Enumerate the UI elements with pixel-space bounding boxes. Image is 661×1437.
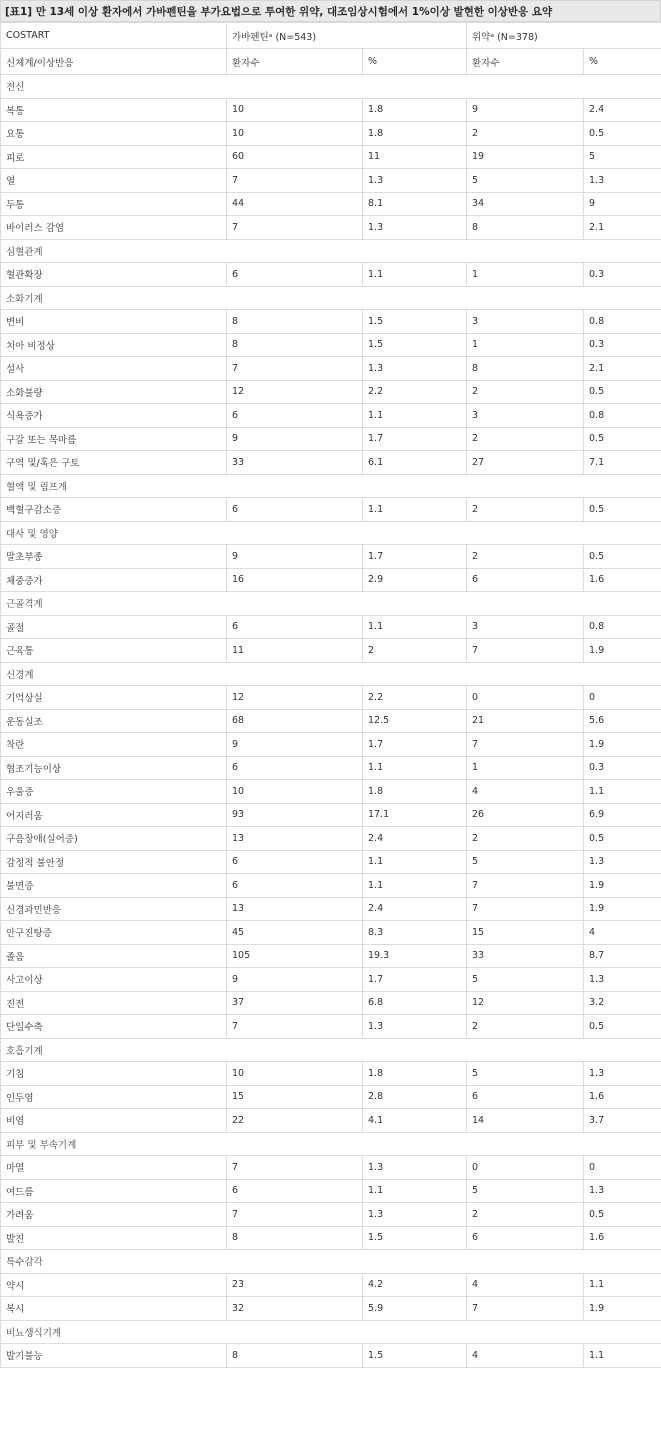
category-row <box>1 286 661 310</box>
placebo-percent: 0 <box>584 1156 661 1180</box>
placebo-count: 2 <box>467 380 584 404</box>
gabapentin-count: 22 <box>227 1109 363 1133</box>
placebo-percent: 4 <box>584 921 661 945</box>
placebo-count: 5 <box>467 1062 584 1086</box>
category-label: 전신 <box>1 75 661 99</box>
placebo-percent: 0.5 <box>584 1203 661 1227</box>
placebo-percent: 2.4 <box>584 98 661 122</box>
gabapentin-percent: 1.3 <box>363 169 467 193</box>
placebo-percent: 1.3 <box>584 1062 661 1086</box>
gabapentin-percent: 2.4 <box>363 827 467 851</box>
reaction-name: 약시 <box>1 1273 227 1297</box>
reaction-name: 말초부종 <box>1 545 227 569</box>
reaction-name: 구음장애(실어증) <box>1 827 227 851</box>
placebo-percent: 0.5 <box>584 545 661 569</box>
gabapentin-count: 12 <box>227 380 363 404</box>
placebo-percent: 1.1 <box>584 780 661 804</box>
header-costart: COSTART <box>1 23 227 49</box>
placebo-percent: 9 <box>584 192 661 216</box>
reaction-name: 착란 <box>1 733 227 757</box>
header-gabapentin-percent: % <box>363 49 467 75</box>
reaction-name: 진전 <box>1 991 227 1015</box>
gabapentin-percent: 1.3 <box>363 1015 467 1039</box>
table-row <box>1 1344 661 1368</box>
gabapentin-count: 10 <box>227 1062 363 1086</box>
reaction-name: 졸음 <box>1 944 227 968</box>
table-row <box>1 733 661 757</box>
category-row <box>1 1250 661 1274</box>
table-row <box>1 169 661 193</box>
placebo-count: 2 <box>467 545 584 569</box>
gabapentin-percent: 1.1 <box>363 1179 467 1203</box>
gabapentin-count: 37 <box>227 991 363 1015</box>
category-label: 대사 및 영양 <box>1 521 661 545</box>
placebo-count: 2 <box>467 498 584 522</box>
gabapentin-count: 9 <box>227 427 363 451</box>
table-row <box>1 333 661 357</box>
gabapentin-percent: 1.5 <box>363 1344 467 1368</box>
gabapentin-count: 13 <box>227 827 363 851</box>
reaction-name: 불면증 <box>1 874 227 898</box>
gabapentin-percent: 1.3 <box>363 1203 467 1227</box>
gabapentin-percent: 2.2 <box>363 380 467 404</box>
placebo-percent: 0.5 <box>584 1015 661 1039</box>
reaction-name: 두통 <box>1 192 227 216</box>
placebo-count: 7 <box>467 639 584 663</box>
reaction-name: 체중증가 <box>1 568 227 592</box>
gabapentin-percent: 1.1 <box>363 850 467 874</box>
reaction-name: 복통 <box>1 98 227 122</box>
placebo-percent: 0.8 <box>584 615 661 639</box>
placebo-count: 21 <box>467 709 584 733</box>
header-body-system: 신체계/이상반응 <box>1 49 227 75</box>
gabapentin-percent: 2 <box>363 639 467 663</box>
header-row-groups <box>1 23 661 49</box>
placebo-percent: 0.3 <box>584 263 661 287</box>
table-row <box>1 1015 661 1039</box>
table-row <box>1 1226 661 1250</box>
placebo-percent: 1.6 <box>584 1226 661 1250</box>
gabapentin-percent: 2.4 <box>363 897 467 921</box>
reaction-name: 어지러움 <box>1 803 227 827</box>
placebo-percent: 0.5 <box>584 498 661 522</box>
placebo-percent: 1.1 <box>584 1273 661 1297</box>
reaction-name: 기억상실 <box>1 686 227 710</box>
reaction-name: 근육통 <box>1 639 227 663</box>
placebo-percent: 8.7 <box>584 944 661 968</box>
placebo-count: 33 <box>467 944 584 968</box>
gabapentin-count: 33 <box>227 451 363 475</box>
table-row <box>1 427 661 451</box>
gabapentin-percent: 1.8 <box>363 98 467 122</box>
gabapentin-count: 45 <box>227 921 363 945</box>
gabapentin-percent: 1.7 <box>363 968 467 992</box>
category-label: 심혈관계 <box>1 239 661 263</box>
reaction-name: 발진 <box>1 1226 227 1250</box>
table-caption: [표1] 만 13세 이상 환자에서 가바펜틴을 부가요법으로 투여한 위약, 대조임상시험에서 1%이상 발현한 이상반응 요약 <box>0 0 661 22</box>
category-label: 혈액 및 림프계 <box>1 474 661 498</box>
gabapentin-count: 6 <box>227 263 363 287</box>
category-row <box>1 592 661 616</box>
category-row <box>1 521 661 545</box>
table-row <box>1 380 661 404</box>
category-row <box>1 474 661 498</box>
gabapentin-percent: 1.1 <box>363 874 467 898</box>
table-row <box>1 216 661 240</box>
gabapentin-count: 6 <box>227 874 363 898</box>
gabapentin-count: 6 <box>227 1179 363 1203</box>
placebo-percent: 0.3 <box>584 333 661 357</box>
placebo-count: 2 <box>467 827 584 851</box>
placebo-count: 2 <box>467 122 584 146</box>
table-row <box>1 1273 661 1297</box>
category-row <box>1 662 661 686</box>
placebo-count: 27 <box>467 451 584 475</box>
category-row <box>1 75 661 99</box>
gabapentin-percent: 1.8 <box>363 780 467 804</box>
gabapentin-count: 7 <box>227 1203 363 1227</box>
gabapentin-count: 32 <box>227 1297 363 1321</box>
placebo-percent: 0.5 <box>584 427 661 451</box>
adverse-reaction-table <box>0 22 661 1368</box>
table-row <box>1 310 661 334</box>
gabapentin-count: 9 <box>227 733 363 757</box>
reaction-name: 복시 <box>1 1297 227 1321</box>
table-row <box>1 568 661 592</box>
gabapentin-percent: 5.9 <box>363 1297 467 1321</box>
gabapentin-count: 8 <box>227 310 363 334</box>
gabapentin-percent: 17.1 <box>363 803 467 827</box>
reaction-name: 발기불능 <box>1 1344 227 1368</box>
gabapentin-percent: 1.1 <box>363 263 467 287</box>
category-label: 피부 및 부속기계 <box>1 1132 661 1156</box>
header-placebo-count: 환자수 <box>467 49 584 75</box>
placebo-percent: 6.9 <box>584 803 661 827</box>
placebo-count: 5 <box>467 1179 584 1203</box>
reaction-name: 치아 비정상 <box>1 333 227 357</box>
placebo-percent: 7.1 <box>584 451 661 475</box>
placebo-percent: 1.6 <box>584 1085 661 1109</box>
table-row <box>1 1156 661 1180</box>
table-row <box>1 827 661 851</box>
table-row <box>1 968 661 992</box>
gabapentin-percent: 1.5 <box>363 1226 467 1250</box>
reaction-name: 여드름 <box>1 1179 227 1203</box>
placebo-percent: 1.3 <box>584 169 661 193</box>
gabapentin-percent: 4.2 <box>363 1273 467 1297</box>
placebo-percent: 1.3 <box>584 850 661 874</box>
placebo-count: 12 <box>467 991 584 1015</box>
category-row <box>1 1320 661 1344</box>
reaction-name: 변비 <box>1 310 227 334</box>
gabapentin-percent: 2.2 <box>363 686 467 710</box>
gabapentin-count: 93 <box>227 803 363 827</box>
header-placebo: 위약ᵃ (N=378) <box>467 23 661 49</box>
placebo-count: 8 <box>467 216 584 240</box>
placebo-count: 7 <box>467 1297 584 1321</box>
reaction-name: 사고이상 <box>1 968 227 992</box>
placebo-count: 5 <box>467 850 584 874</box>
table-row <box>1 404 661 428</box>
table-row <box>1 1109 661 1133</box>
gabapentin-count: 10 <box>227 780 363 804</box>
gabapentin-count: 7 <box>227 169 363 193</box>
category-label: 근골격계 <box>1 592 661 616</box>
gabapentin-count: 13 <box>227 897 363 921</box>
reaction-name: 요통 <box>1 122 227 146</box>
gabapentin-percent: 1.8 <box>363 122 467 146</box>
placebo-count: 4 <box>467 1273 584 1297</box>
placebo-percent: 0.5 <box>584 380 661 404</box>
gabapentin-count: 6 <box>227 756 363 780</box>
gabapentin-percent: 2.9 <box>363 568 467 592</box>
table-row <box>1 756 661 780</box>
gabapentin-percent: 6.1 <box>363 451 467 475</box>
table-row <box>1 780 661 804</box>
reaction-name: 협조기능이상 <box>1 756 227 780</box>
reaction-name: 바이러스 감염 <box>1 216 227 240</box>
placebo-count: 7 <box>467 874 584 898</box>
placebo-count: 3 <box>467 404 584 428</box>
reaction-name: 가려움 <box>1 1203 227 1227</box>
gabapentin-percent: 11 <box>363 145 467 169</box>
placebo-percent: 2.1 <box>584 357 661 381</box>
reaction-name: 마멸 <box>1 1156 227 1180</box>
table-row <box>1 145 661 169</box>
gabapentin-percent: 1.5 <box>363 310 467 334</box>
reaction-name: 구갈 또는 목마름 <box>1 427 227 451</box>
reaction-name: 피로 <box>1 145 227 169</box>
gabapentin-count: 10 <box>227 122 363 146</box>
table-row <box>1 192 661 216</box>
gabapentin-percent: 6.8 <box>363 991 467 1015</box>
header-gabapentin-count: 환자수 <box>227 49 363 75</box>
reaction-name: 비염 <box>1 1109 227 1133</box>
gabapentin-count: 8 <box>227 1226 363 1250</box>
reaction-name: 백혈구감소증 <box>1 498 227 522</box>
reaction-name: 구역 및/혹은 구토 <box>1 451 227 475</box>
table-row <box>1 357 661 381</box>
gabapentin-count: 105 <box>227 944 363 968</box>
placebo-count: 0 <box>467 1156 584 1180</box>
placebo-percent: 1.6 <box>584 568 661 592</box>
placebo-percent: 0.8 <box>584 310 661 334</box>
table-row <box>1 1179 661 1203</box>
table-row <box>1 615 661 639</box>
gabapentin-count: 7 <box>227 1015 363 1039</box>
reaction-name: 설사 <box>1 357 227 381</box>
header-gabapentin: 가바펜틴ᵃ (N=543) <box>227 23 467 49</box>
table-row <box>1 709 661 733</box>
placebo-percent: 0.3 <box>584 756 661 780</box>
gabapentin-percent: 1.1 <box>363 404 467 428</box>
placebo-percent: 5 <box>584 145 661 169</box>
placebo-count: 7 <box>467 733 584 757</box>
gabapentin-count: 9 <box>227 968 363 992</box>
placebo-count: 6 <box>467 1085 584 1109</box>
placebo-percent: 1.9 <box>584 733 661 757</box>
placebo-count: 34 <box>467 192 584 216</box>
placebo-count: 14 <box>467 1109 584 1133</box>
table-row <box>1 1297 661 1321</box>
placebo-percent: 3.7 <box>584 1109 661 1133</box>
gabapentin-percent: 1.1 <box>363 615 467 639</box>
table-body <box>1 23 661 1368</box>
gabapentin-percent: 1.7 <box>363 427 467 451</box>
placebo-percent: 1.9 <box>584 1297 661 1321</box>
placebo-percent: 1.3 <box>584 1179 661 1203</box>
reaction-name: 인두염 <box>1 1085 227 1109</box>
reaction-name: 운동실조 <box>1 709 227 733</box>
table-row <box>1 991 661 1015</box>
placebo-percent: 0.8 <box>584 404 661 428</box>
placebo-count: 3 <box>467 310 584 334</box>
placebo-percent: 2.1 <box>584 216 661 240</box>
gabapentin-percent: 2.8 <box>363 1085 467 1109</box>
gabapentin-count: 6 <box>227 498 363 522</box>
table-row <box>1 1062 661 1086</box>
placebo-count: 7 <box>467 897 584 921</box>
gabapentin-percent: 1.7 <box>363 545 467 569</box>
gabapentin-count: 60 <box>227 145 363 169</box>
gabapentin-count: 7 <box>227 357 363 381</box>
gabapentin-percent: 19.3 <box>363 944 467 968</box>
gabapentin-count: 6 <box>227 404 363 428</box>
gabapentin-count: 6 <box>227 850 363 874</box>
placebo-percent: 5.6 <box>584 709 661 733</box>
gabapentin-count: 10 <box>227 98 363 122</box>
gabapentin-count: 44 <box>227 192 363 216</box>
reaction-name: 골절 <box>1 615 227 639</box>
reaction-name: 감정적 불안정 <box>1 850 227 874</box>
reaction-name: 단일수축 <box>1 1015 227 1039</box>
placebo-count: 3 <box>467 615 584 639</box>
table-row <box>1 122 661 146</box>
table-row <box>1 944 661 968</box>
gabapentin-percent: 1.3 <box>363 216 467 240</box>
gabapentin-percent: 1.3 <box>363 1156 467 1180</box>
placebo-percent: 1.3 <box>584 968 661 992</box>
category-label: 신경계 <box>1 662 661 686</box>
gabapentin-percent: 1.8 <box>363 1062 467 1086</box>
placebo-percent: 0 <box>584 686 661 710</box>
placebo-percent: 0.5 <box>584 827 661 851</box>
gabapentin-count: 68 <box>227 709 363 733</box>
placebo-percent: 1.9 <box>584 897 661 921</box>
category-label: 소화기계 <box>1 286 661 310</box>
header-row-columns <box>1 49 661 75</box>
placebo-count: 6 <box>467 1226 584 1250</box>
gabapentin-count: 9 <box>227 545 363 569</box>
placebo-count: 4 <box>467 780 584 804</box>
placebo-count: 6 <box>467 568 584 592</box>
gabapentin-percent: 1.1 <box>363 756 467 780</box>
category-label: 비뇨생식기계 <box>1 1320 661 1344</box>
placebo-count: 8 <box>467 357 584 381</box>
placebo-count: 1 <box>467 333 584 357</box>
placebo-count: 1 <box>467 756 584 780</box>
reaction-name: 안구진탕증 <box>1 921 227 945</box>
gabapentin-percent: 4.1 <box>363 1109 467 1133</box>
reaction-name: 신경과민반응 <box>1 897 227 921</box>
gabapentin-count: 7 <box>227 216 363 240</box>
placebo-count: 2 <box>467 1015 584 1039</box>
placebo-count: 9 <box>467 98 584 122</box>
gabapentin-count: 23 <box>227 1273 363 1297</box>
table-row <box>1 545 661 569</box>
gabapentin-percent: 1.1 <box>363 498 467 522</box>
gabapentin-count: 7 <box>227 1156 363 1180</box>
placebo-percent: 0.5 <box>584 122 661 146</box>
table-row <box>1 850 661 874</box>
reaction-name: 우울증 <box>1 780 227 804</box>
gabapentin-count: 8 <box>227 333 363 357</box>
table-row <box>1 263 661 287</box>
placebo-count: 5 <box>467 968 584 992</box>
placebo-count: 15 <box>467 921 584 945</box>
gabapentin-percent: 1.5 <box>363 333 467 357</box>
placebo-percent: 3.2 <box>584 991 661 1015</box>
table-row <box>1 98 661 122</box>
reaction-name: 기침 <box>1 1062 227 1086</box>
placebo-count: 5 <box>467 169 584 193</box>
placebo-count: 2 <box>467 427 584 451</box>
table-row <box>1 897 661 921</box>
placebo-count: 0 <box>467 686 584 710</box>
table-row <box>1 451 661 475</box>
gabapentin-percent: 1.3 <box>363 357 467 381</box>
category-row <box>1 239 661 263</box>
header-placebo-percent: % <box>584 49 661 75</box>
placebo-count: 1 <box>467 263 584 287</box>
gabapentin-count: 15 <box>227 1085 363 1109</box>
gabapentin-percent: 1.7 <box>363 733 467 757</box>
placebo-percent: 1.1 <box>584 1344 661 1368</box>
gabapentin-count: 12 <box>227 686 363 710</box>
placebo-percent: 1.9 <box>584 639 661 663</box>
reaction-name: 식욕증가 <box>1 404 227 428</box>
gabapentin-percent: 8.3 <box>363 921 467 945</box>
category-row <box>1 1038 661 1062</box>
table-row <box>1 803 661 827</box>
reaction-name: 혈관확장 <box>1 263 227 287</box>
category-row <box>1 1132 661 1156</box>
table-row <box>1 874 661 898</box>
placebo-count: 26 <box>467 803 584 827</box>
gabapentin-count: 8 <box>227 1344 363 1368</box>
gabapentin-percent: 12.5 <box>363 709 467 733</box>
gabapentin-count: 16 <box>227 568 363 592</box>
gabapentin-percent: 8.1 <box>363 192 467 216</box>
placebo-count: 4 <box>467 1344 584 1368</box>
category-label: 특수감각 <box>1 1250 661 1274</box>
reaction-name: 열 <box>1 169 227 193</box>
placebo-percent: 1.9 <box>584 874 661 898</box>
table-row <box>1 921 661 945</box>
table-row <box>1 686 661 710</box>
category-label: 호흡기계 <box>1 1038 661 1062</box>
placebo-count: 19 <box>467 145 584 169</box>
placebo-count: 2 <box>467 1203 584 1227</box>
reaction-name: 소화불량 <box>1 380 227 404</box>
table-row <box>1 1085 661 1109</box>
gabapentin-count: 11 <box>227 639 363 663</box>
table-row <box>1 639 661 663</box>
table-row <box>1 498 661 522</box>
gabapentin-count: 6 <box>227 615 363 639</box>
table-row <box>1 1203 661 1227</box>
